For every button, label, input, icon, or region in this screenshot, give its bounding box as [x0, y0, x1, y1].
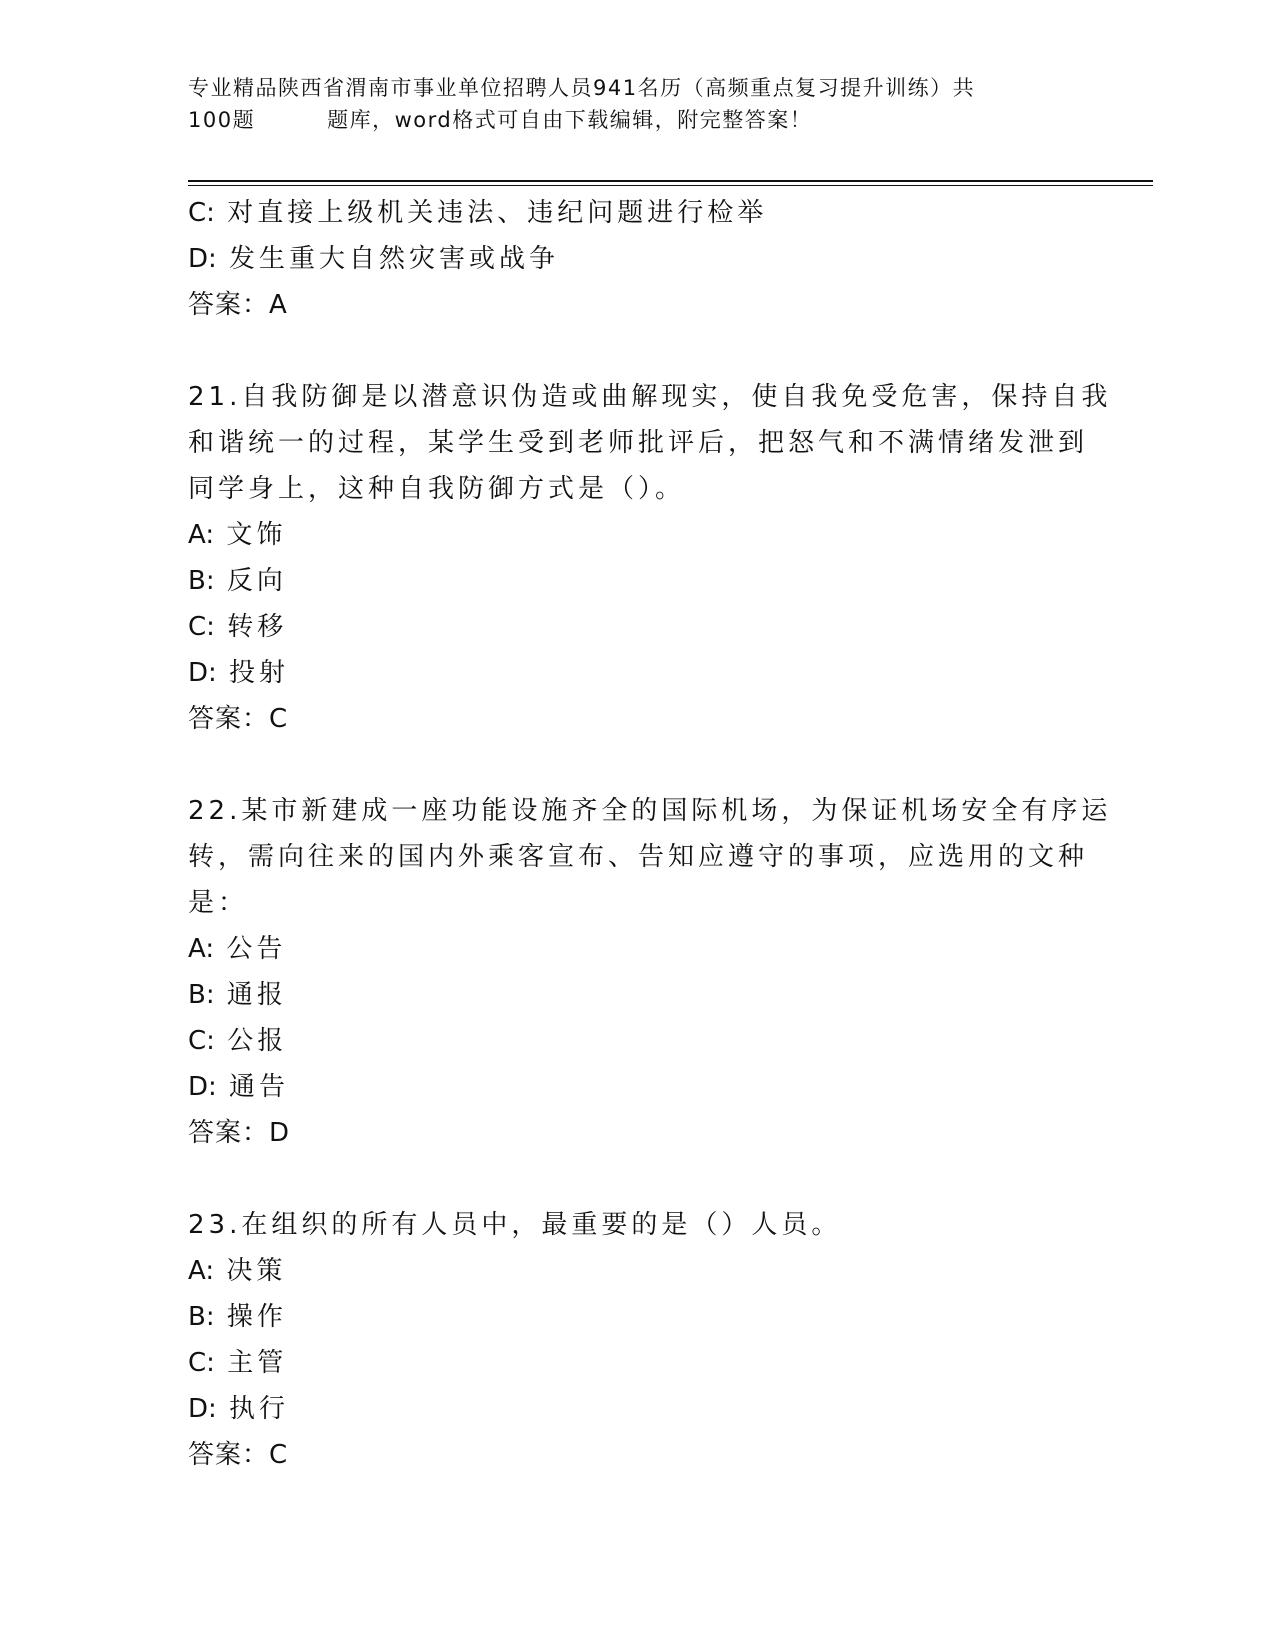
- header-description: 题库，word格式可自由下载编辑，附完整答案！: [327, 108, 813, 132]
- header-question-count: 100题: [188, 108, 256, 132]
- question-21: [188, 374, 1112, 742]
- header-title-line-2: [188, 104, 1068, 136]
- answer-label: 答案：C: [188, 704, 289, 734]
- option-a: A: 公告: [188, 934, 287, 964]
- option-d: D: 发生重大自然灾害或战争: [188, 244, 560, 274]
- question-23: [188, 1202, 1088, 1478]
- answer-label: 答案：D: [188, 1118, 291, 1148]
- option-b: B: 操作: [188, 1302, 287, 1332]
- option-a: A: 文饰: [188, 520, 287, 550]
- answer-label: 答案：A: [188, 290, 288, 320]
- option-a: A: 决策: [188, 1256, 287, 1286]
- question-text-line: 21.自我防御是以潜意识伪造或曲解现实，使自我免受危害，保持自我: [188, 382, 1112, 412]
- question-text-line: 22.某市新建成一座功能设施齐全的国际机场，为保证机场安全有序运: [188, 796, 1112, 826]
- question-text-line: 是：: [188, 888, 249, 918]
- question-20-tail: [188, 190, 1088, 328]
- option-c: C: 主管: [188, 1348, 288, 1378]
- option-b: B: 通报: [188, 980, 287, 1010]
- option-d: D: 通告: [188, 1072, 290, 1102]
- option-c: C: 公报: [188, 1026, 288, 1056]
- question-text-line: 同学身上，这种自我防御方式是（）。: [188, 474, 686, 504]
- question-text-line: 23.在组织的所有人员中，最重要的是（）人员。: [188, 1210, 842, 1240]
- question-text-line: 转，需向往来的国内外乘客宣布、告知应遵守的事项，应选用的文种: [188, 842, 1089, 872]
- answer-label: 答案：C: [188, 1440, 289, 1470]
- option-d: D: 执行: [188, 1394, 290, 1424]
- header-title-line-1: 专业精品陕西省渭南市事业单位招聘人员941名历（高频重点复习提升训练）共: [188, 76, 976, 100]
- header-divider-thin: [188, 185, 1153, 186]
- question-text-line: 和谐统一的过程，某学生受到老师批评后，把怒气和不满情绪发泄到: [188, 428, 1089, 458]
- option-c: C: 转移: [188, 612, 288, 642]
- option-c: C: 对直接上级机关违法、违纪问题进行检举: [188, 198, 768, 228]
- option-b: B: 反向: [188, 566, 287, 596]
- header-divider-thick: [188, 180, 1153, 182]
- question-22: [188, 788, 1112, 1156]
- document-header: [188, 72, 1068, 136]
- option-d: D: 投射: [188, 658, 290, 688]
- question-list: [188, 190, 1112, 1478]
